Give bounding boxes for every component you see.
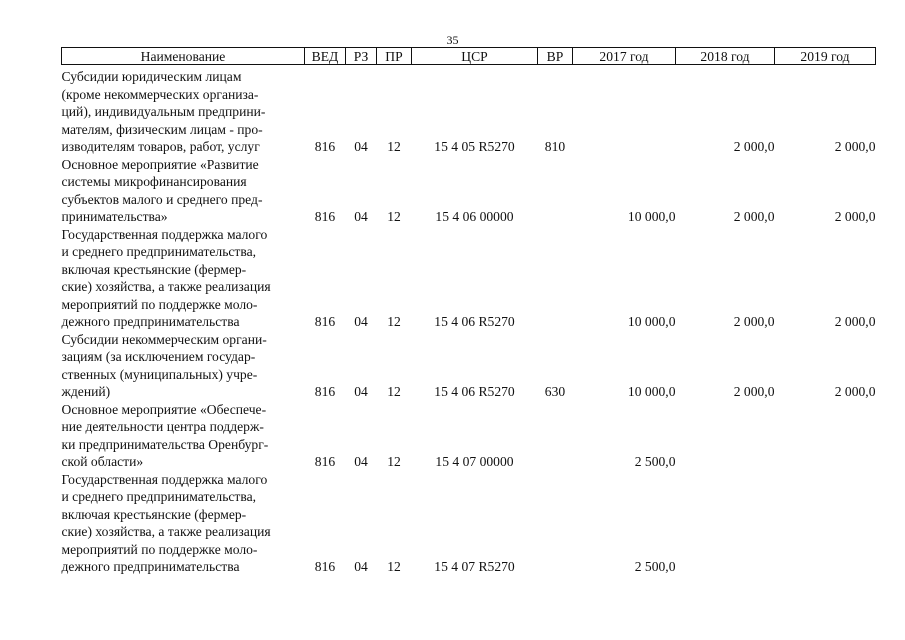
header-name: Наименование	[62, 48, 305, 65]
name-line: ской области»	[61, 454, 144, 469]
cell-csr: 15 4 06 R5270	[434, 384, 515, 399]
cell-rz: 04	[354, 314, 368, 329]
cell-ved: 816	[314, 139, 336, 154]
cell-2019: 2 000,0	[834, 209, 876, 224]
name-line: включая крестьянские (фермер-	[61, 506, 247, 522]
name-line: включая крестьянские (фермер-	[61, 261, 247, 277]
name-line: ций), индивидуальным предприни-	[61, 104, 266, 119]
table-row	[62, 471, 876, 576]
name-line: мероприятий по поддержке моло-	[61, 541, 258, 557]
table-row	[62, 331, 876, 401]
cell-2017: 10 000,0	[627, 314, 676, 329]
cell-2017: 10 000,0	[627, 209, 676, 224]
table-header-row	[62, 48, 876, 65]
header-csr: ЦСР	[412, 48, 538, 65]
table-row	[62, 226, 876, 331]
name-line: Государственная поддержка малого	[61, 226, 268, 242]
header-rz: РЗ	[346, 48, 377, 65]
name-line: зациям (за исключением государ-	[61, 349, 256, 364]
cell-2018	[676, 401, 775, 471]
name-line: Субсидии юридическим лицам	[61, 69, 242, 84]
cell-name	[62, 226, 305, 331]
table-row	[62, 156, 876, 226]
budget-table	[61, 47, 876, 576]
table-row	[62, 65, 876, 156]
cell-vr	[538, 226, 573, 331]
cell-name	[62, 401, 305, 471]
name-line: мероприятий по поддержке моло-	[61, 296, 258, 312]
name-line: Основное мероприятие «Развитие	[61, 156, 259, 172]
cell-pr: 12	[387, 559, 401, 574]
cell-vr: 630	[544, 384, 566, 399]
cell-2019: 2 000,0	[834, 139, 876, 154]
cell-rz: 04	[354, 209, 368, 224]
cell-vr	[538, 401, 573, 471]
cell-csr: 15 4 07 R5270	[434, 559, 515, 574]
cell-name	[62, 471, 305, 576]
header-2018: 2018 год	[676, 48, 775, 65]
header-vr: ВР	[538, 48, 573, 65]
cell-pr: 12	[387, 384, 401, 399]
cell-vr: 810	[544, 139, 566, 154]
name-line: ские) хозяйства, а также реализация	[61, 279, 271, 294]
cell-rz: 04	[354, 454, 368, 469]
cell-2018: 2 000,0	[733, 314, 775, 329]
cell-2019: 2 000,0	[834, 384, 876, 399]
cell-2017: 10 000,0	[627, 384, 676, 399]
name-line: мателям, физическим лицам - про-	[61, 121, 263, 137]
cell-csr: 15 4 06 00000	[435, 209, 514, 224]
cell-2018: 2 000,0	[733, 209, 775, 224]
cell-rz: 04	[354, 559, 368, 574]
cell-name	[62, 331, 305, 401]
cell-pr: 12	[387, 454, 401, 469]
name-line: и среднего предпринимательства,	[61, 244, 257, 259]
cell-ved: 816	[314, 314, 336, 329]
cell-2019: 2 000,0	[834, 314, 876, 329]
name-line: ки предпринимательства Оренбург-	[61, 436, 269, 452]
cell-2017: 2 500,0	[634, 559, 676, 574]
header-ved: ВЕД	[305, 48, 346, 65]
header-pr: ПР	[377, 48, 412, 65]
name-line: ственных (муниципальных) учре-	[61, 366, 258, 382]
page-number: 35	[446, 33, 459, 47]
name-line: системы микрофинансирования	[61, 174, 247, 189]
cell-2019	[775, 401, 876, 471]
table-body	[62, 65, 876, 576]
name-line: (кроме некоммерческих организа-	[61, 86, 259, 102]
cell-csr: 15 4 06 R5270	[434, 314, 515, 329]
cell-name	[62, 65, 305, 156]
name-line: субъектов малого и среднего пред-	[61, 191, 263, 207]
cell-2017: 2 500,0	[634, 454, 676, 469]
cell-pr: 12	[387, 139, 401, 154]
cell-pr: 12	[387, 209, 401, 224]
cell-pr: 12	[387, 314, 401, 329]
cell-rz: 04	[354, 384, 368, 399]
cell-csr: 15 4 07 00000	[435, 454, 514, 469]
cell-name	[62, 156, 305, 226]
name-line: ждений)	[61, 384, 111, 399]
name-line: ские) хозяйства, а также реализация	[61, 524, 271, 539]
name-line: Субсидии некоммерческим органи-	[61, 331, 267, 347]
cell-2018	[676, 471, 775, 576]
cell-2017	[573, 65, 676, 156]
name-line: Основное мероприятие «Обеспече-	[61, 401, 267, 417]
cell-vr	[538, 156, 573, 226]
cell-2018: 2 000,0	[733, 384, 775, 399]
name-line: дежного предпринимательства	[61, 314, 240, 329]
cell-2019	[775, 471, 876, 576]
cell-vr	[538, 471, 573, 576]
cell-rz: 04	[354, 139, 368, 154]
name-line: Государственная поддержка малого	[61, 471, 268, 487]
name-line: и среднего предпринимательства,	[61, 489, 257, 504]
cell-2018: 2 000,0	[733, 139, 775, 154]
cell-ved: 816	[314, 559, 336, 574]
table-row	[62, 401, 876, 471]
name-line: дежного предпринимательства	[61, 559, 240, 574]
cell-ved: 816	[314, 384, 336, 399]
name-line: ние деятельности центра поддерж-	[61, 419, 264, 434]
header-2017: 2017 год	[573, 48, 676, 65]
header-2019: 2019 год	[775, 48, 876, 65]
cell-csr: 15 4 05 R5270	[434, 139, 515, 154]
name-line: принимательства»	[61, 209, 168, 224]
cell-ved: 816	[314, 209, 336, 224]
name-line: изводителям товаров, работ, услуг	[61, 139, 260, 154]
cell-ved: 816	[314, 454, 336, 469]
